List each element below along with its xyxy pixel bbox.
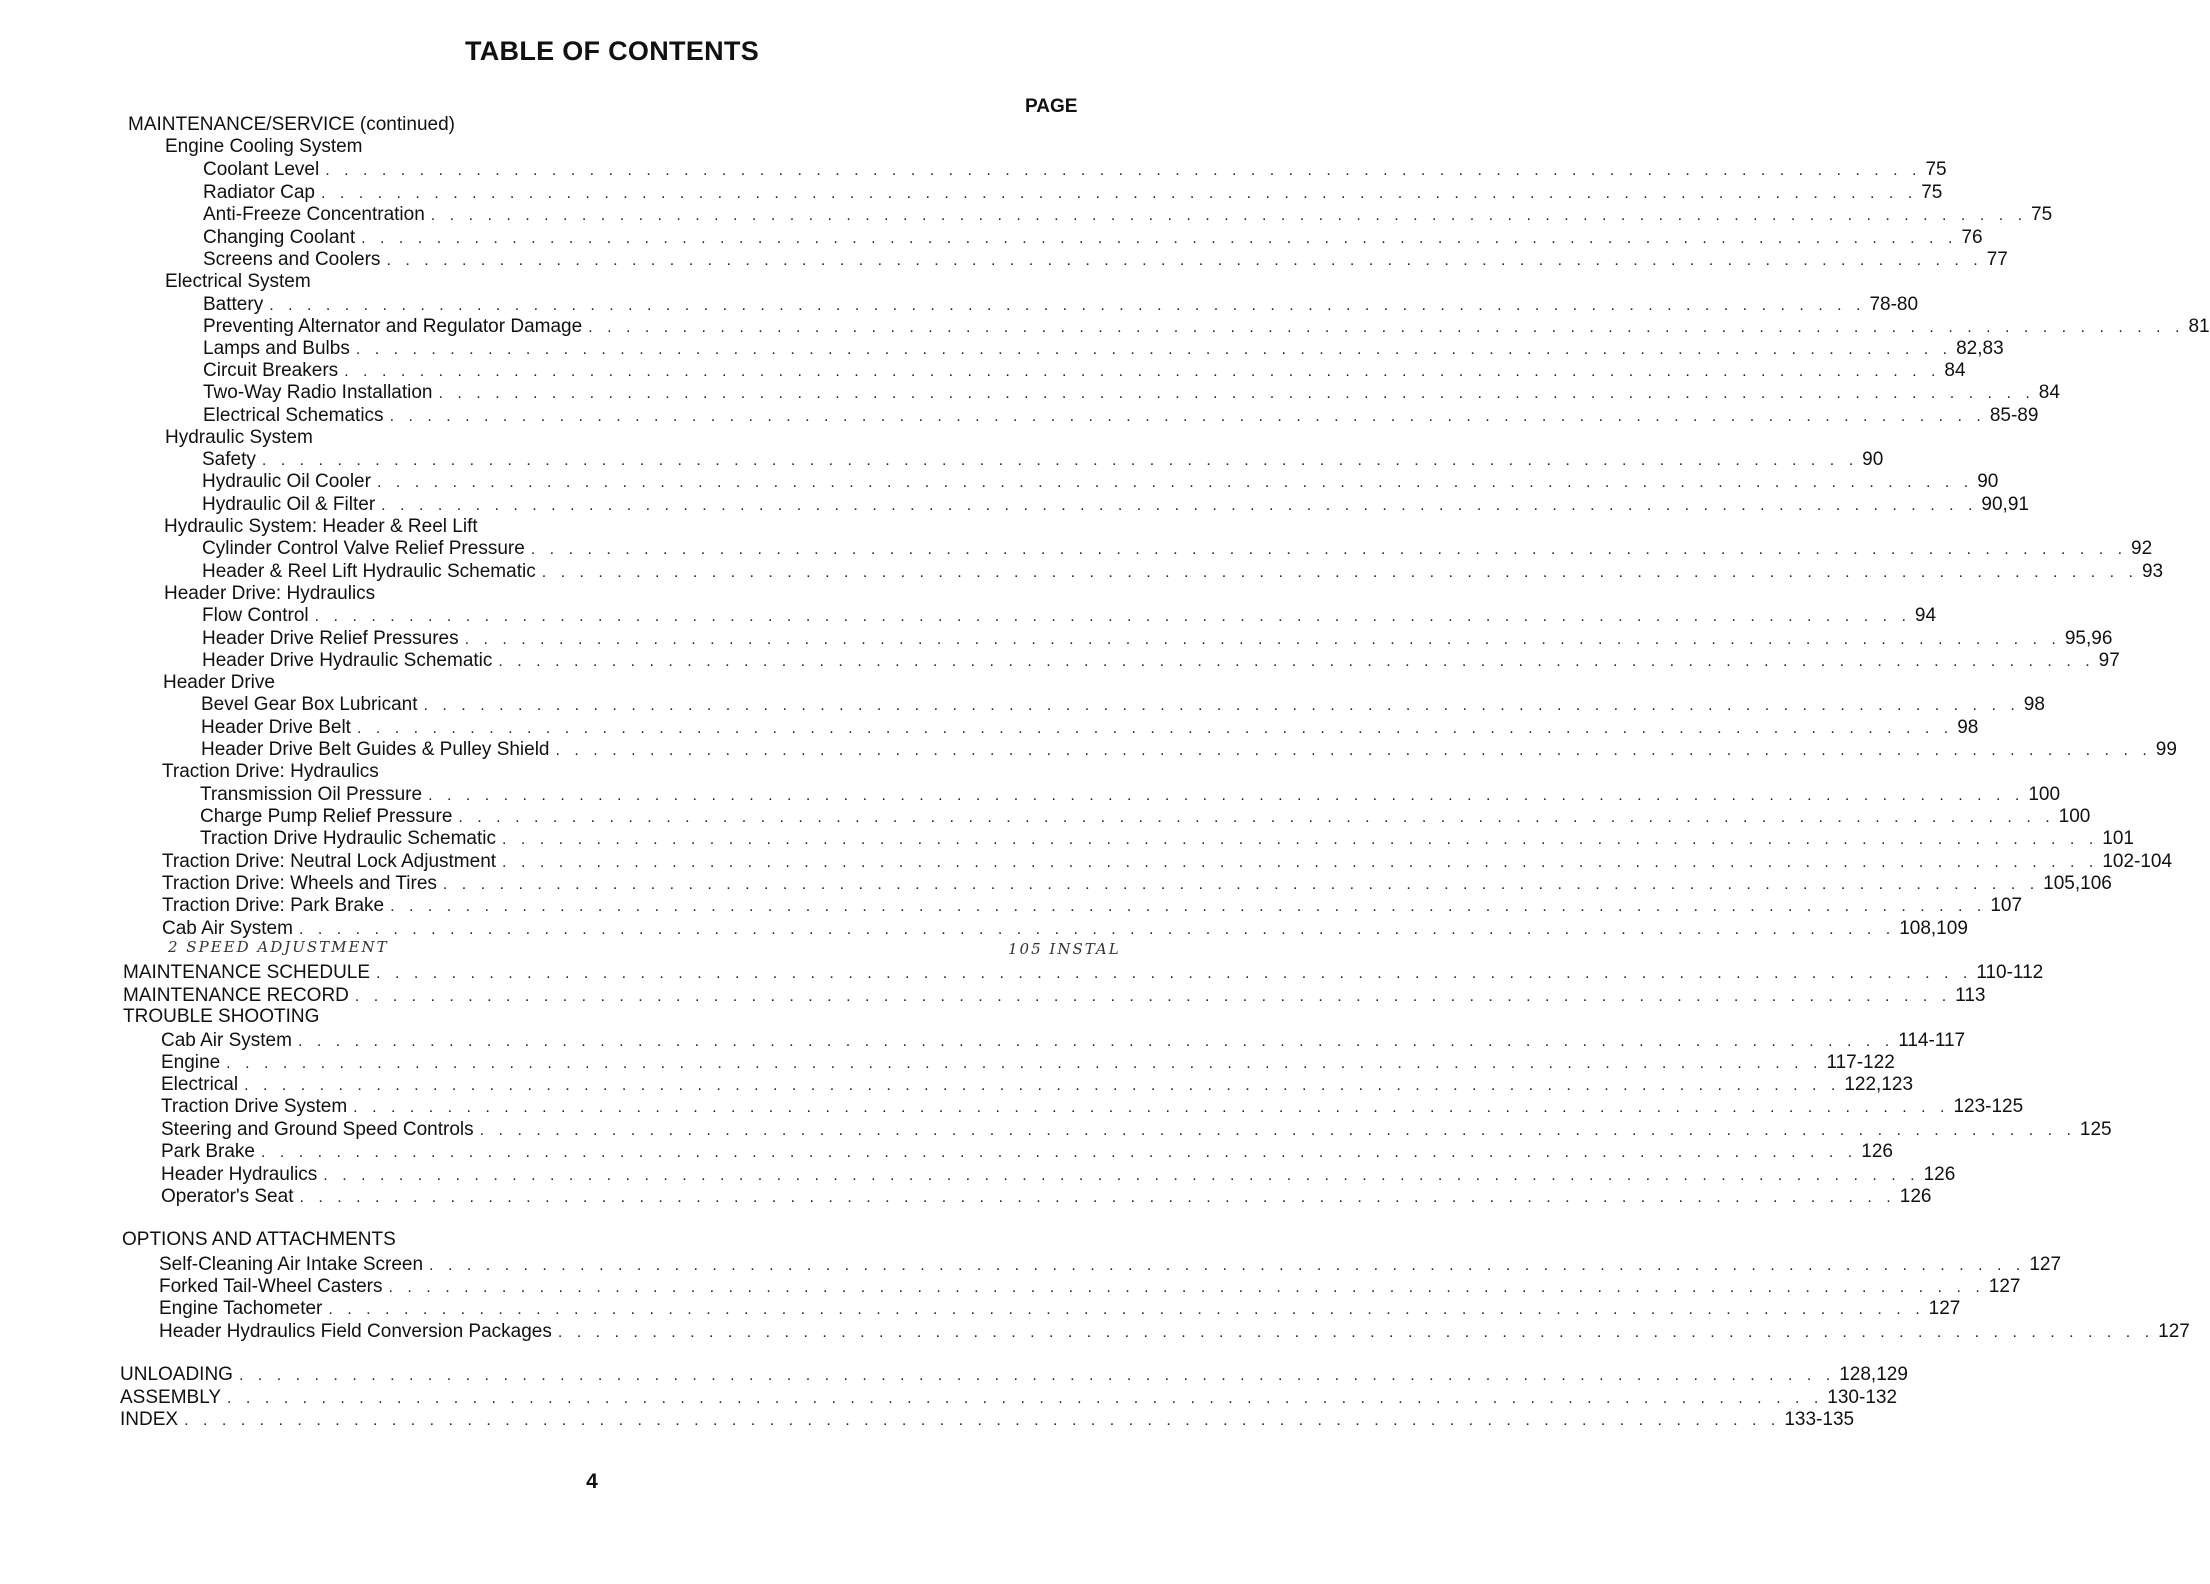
- toc-entry[interactable]: [123, 985, 1986, 1008]
- subsection-heading: Hydraulic System: [165, 427, 313, 448]
- toc-entry[interactable]: [202, 628, 2113, 651]
- toc-entry[interactable]: [161, 1164, 1956, 1187]
- entry-page: 82,83: [1956, 338, 2004, 359]
- section-heading: MAINTENANCE/SERVICE (continued): [128, 114, 455, 135]
- entry-title: Lamps and Bulbs: [203, 338, 350, 359]
- entry-page: 75: [2031, 204, 2053, 225]
- toc-entry[interactable]: [202, 538, 2153, 561]
- entry-title: Hydraulic Oil & Filter: [202, 494, 376, 515]
- entry-page: 94: [1914, 605, 1937, 626]
- entry-title: Traction Drive: Park Brake: [162, 895, 385, 916]
- entry-title: Hydraulic Oil Cooler: [202, 471, 371, 492]
- entry-title: Header Drive Relief Pressures: [202, 628, 459, 649]
- toc-entry[interactable]: [161, 1096, 2024, 1119]
- toc-entry[interactable]: [120, 1387, 1898, 1410]
- leader-dots: . . . . . . . . . . . . . . . . . . . . . . . . . . . . . . . . . . . . . . . . . . . . . . . . . . . . . . . . . . . . . . . . . . . . . . . . . . . . . . . . . . . . .: [320, 185, 1918, 202]
- leader-dots: . . . . . . . . . . . . . . . . . . . . . . . . . . . . . . . . . . . . . . . . . . . . . . . . . . . . . . . . . . . . . . . . . . . . . . . . . . . . . . . . . . . . .: [297, 1033, 1895, 1050]
- entry-page: 97: [2098, 650, 2120, 671]
- leader-dots: . . . . . . . . . . . . . . . . . . . . . . . . . . . . . . . . . . . . . . . . . . . . . . . . . . . . . . . . . . . . . . . . . . . . . . . . . . . . . . . . . . . . .: [260, 1144, 1858, 1161]
- entry-title: Header Drive Hydraulic Schematic: [202, 650, 493, 671]
- entry-title: Forked Tail-Wheel Casters: [159, 1276, 383, 1297]
- toc-entry[interactable]: [161, 1119, 2112, 1142]
- section-heading: OPTIONS AND ATTACHMENTS: [122, 1229, 396, 1250]
- subsection-heading: Traction Drive: Hydraulics: [162, 761, 379, 782]
- page-title: TABLE OF CONTENTS: [464, 36, 760, 66]
- toc-entry[interactable]: [202, 605, 1937, 628]
- leader-dots: . . . . . . . . . . . . . . . . . . . . . . . . . . . . . . . . . . . . . . . . . . . . . . . . . . . . . . . . . . . . . . . . . . . . . . . . . . . . . . . . . . . . .: [388, 1279, 1985, 1296]
- entry-title: Traction Drive: Neutral Lock Adjustment: [162, 851, 497, 872]
- leader-dots: . . . . . . . . . . . . . . . . . . . . . . . . . . . . . . . . . . . . . . . . . . . . . . . . . . . . . . . . . . . . . . . . . . . . . . . . . . . . . . . . . . . . .: [555, 742, 2152, 759]
- leader-dots: . . . . . . . . . . . . . . . . . . . . . . . . . . . . . . . . . . . . . . . . . . . . . . . . . . . . . . . . . . . . . . . . . . . . . . . . . . . . . . . . . . . . .: [458, 809, 2055, 826]
- entry-title: MAINTENANCE SCHEDULE: [123, 962, 371, 983]
- toc-entry[interactable]: [202, 494, 2029, 517]
- toc-entry[interactable]: [203, 316, 2210, 339]
- leader-dots: . . . . . . . . . . . . . . . . . . . . . . . . . . . . . . . . . . . . . . . . . . . . . . . . . . . . . . . . . . . . . . . . . . . . . . . . . . . . . . . . . . . . .: [386, 252, 1983, 269]
- entry-page: 78-80: [1869, 294, 1919, 315]
- entry-page: 127: [1988, 1276, 2021, 1297]
- toc-entry[interactable]: [200, 784, 2061, 807]
- leader-dots: . . . . . . . . . . . . . . . . . . . . . . . . . . . . . . . . . . . . . . . . . . . . . . . . . . . . . . . . . . . . . . . . . . . . . . . . . . . . . . . . . . . . .: [464, 631, 2061, 648]
- leader-dots: . . . . . . . . . . . . . . . . . . . . . . . . . . . . . . . . . . . . . . . . . . . . . . . . . . . . . . . . . . . . . . . . . . . . . . . . . . . . . . . . . . . . .: [381, 497, 1978, 514]
- entry-page: 128,129: [1839, 1364, 1908, 1385]
- entry-page: 110-112: [1976, 962, 2044, 983]
- entry-page: 76: [1961, 227, 1983, 248]
- entry-title: Traction Drive System: [161, 1096, 348, 1117]
- toc-entry[interactable]: [203, 405, 2039, 428]
- leader-dots: . . . . . . . . . . . . . . . . . . . . . . . . . . . . . . . . . . . . . . . . . . . . . . . . . . . . . . . . . . . . . . . . . . . . . . . . . . . . . . . . . . . . .: [502, 831, 2099, 848]
- leader-dots: . . . . . . . . . . . . . . . . . . . . . . . . . . . . . . . . . . . . . . . . . . . . . . . . . . . . . . . . . . . . . . . . . . . . . . . . . . . . . . . . . . . . .: [390, 898, 1987, 915]
- toc-entry[interactable]: [203, 382, 2060, 405]
- entry-page: 84: [2038, 382, 2060, 403]
- entry-page: 126: [1899, 1186, 1932, 1207]
- entry-title: Anti-Freeze Concentration: [203, 204, 425, 225]
- leader-dots: . . . . . . . . . . . . . . . . . . . . . . . . . . . . . . . . . . . . . . . . . . . . . . . . . . . . . . . . . . . . . . . . . . . . . . . . . . . . . . . . . . . . .: [557, 1324, 2155, 1341]
- entry-page: 126: [1861, 1141, 1893, 1162]
- entry-title: Coolant Level: [203, 159, 320, 180]
- entry-page: 122,123: [1844, 1074, 1914, 1095]
- toc-entry[interactable]: [161, 1052, 1895, 1075]
- leader-dots: . . . . . . . . . . . . . . . . . . . . . . . . . . . . . . . . . . . . . . . . . . . . . . . . . . . . . . . . . . . . . . . . . . . . . . . . . . . . . . . . . . . . .: [423, 697, 2020, 714]
- page-column-header: PAGE: [1025, 96, 1078, 117]
- entry-page: 92: [2131, 538, 2153, 559]
- leader-dots: . . . . . . . . . . . . . . . . . . . . . . . . . . . . . . . . . . . . . . . . . . . . . . . . . . . . . . . . . . . . . . . . . . . . . . . . . . . . . . . . . . . . .: [588, 319, 2185, 336]
- entry-page: 105,106: [2043, 873, 2112, 894]
- toc-entry[interactable]: [203, 227, 1983, 250]
- leader-dots: . . . . . . . . . . . . . . . . . . . . . . . . . . . . . . . . . . . . . . . . . . . . . . . . . . . . . . . . . . . . . . . . . . . . . . . . . . . . . . . . . . . . .: [355, 341, 1953, 358]
- toc-entry[interactable]: [201, 717, 1979, 740]
- entry-title: Changing Coolant: [203, 227, 356, 248]
- leader-dots: . . . . . . . . . . . . . . . . . . . . . . . . . . . . . . . . . . . . . . . . . . . . . . . . . . . . . . . . . . . . . . . . . . . . . . . . . . . . . . . . . . . . .: [361, 230, 1958, 247]
- toc-entry[interactable]: [120, 1364, 1908, 1387]
- entry-page: 126: [1923, 1164, 1956, 1185]
- entry-title: Cylinder Control Valve Relief Pressure: [202, 538, 525, 559]
- entry-title: Engine: [161, 1052, 221, 1073]
- toc-entry[interactable]: [159, 1321, 2190, 1344]
- toc-entry[interactable]: [161, 1074, 1914, 1097]
- entry-page: 113: [1955, 985, 1986, 1006]
- leader-dots: . . . . . . . . . . . . . . . . . . . . . . . . . . . . . . . . . . . . . . . . . . . . . . . . . . . . . . . . . . . . . . . . . . . . . . . . . . . . . . . . . . . . .: [325, 162, 1922, 179]
- leader-dots: . . . . . . . . . . . . . . . . . . . . . . . . . . . . . . . . . . . . . . . . . . . . . . . . . . . . . . . . . . . . . . . . . . . . . . . . . . . . . . . . . . . . .: [226, 1055, 1823, 1072]
- toc-entry[interactable]: [202, 561, 2164, 584]
- entry-page: 93: [2141, 561, 2164, 582]
- toc-entry[interactable]: [203, 294, 1919, 317]
- handwritten-note: 105 INSTAL: [1008, 940, 1121, 958]
- entry-title: Charge Pump Relief Pressure: [200, 806, 453, 827]
- leader-dots: . . . . . . . . . . . . . . . . . . . . . . . . . . . . . . . . . . . . . . . . . . . . . . . . . . . . . . . . . . . . . . . . . . . . . . . . . . . . . . . . . . . . .: [530, 541, 2128, 558]
- entry-title: Bevel Gear Box Lubricant: [201, 694, 418, 715]
- entry-page: 123-125: [1953, 1096, 2024, 1117]
- entry-page: 127: [2158, 1321, 2190, 1342]
- leader-dots: . . . . . . . . . . . . . . . . . . . . . . . . . . . . . . . . . . . . . . . . . . . . . . . . . . . . . . . . . . . . . . . . . . . . . . . . . . . . . . . . . . . . .: [376, 965, 1973, 982]
- entry-title: Header Hydraulics Field Conversion Packages: [159, 1321, 552, 1342]
- toc-entry[interactable]: [203, 204, 2053, 227]
- entry-page: 90: [1862, 449, 1884, 470]
- toc-entry[interactable]: [201, 694, 2045, 717]
- section-heading: TROUBLE SHOOTING: [123, 1006, 320, 1027]
- leader-dots: . . . . . . . . . . . . . . . . . . . . . . . . . . . . . . . . . . . . . . . . . . . . . . . . . . . . . . . . . . . . . . . . . . . . . . . . . . . . . . . . . . . . .: [298, 921, 1896, 938]
- leader-dots: . . . . . . . . . . . . . . . . . . . . . . . . . . . . . . . . . . . . . . . . . . . . . . . . . . . . . . . . . . . . . . . . . . . . . . . . . . . . . . . . . . . . .: [438, 385, 2035, 402]
- entry-title: Header Hydraulics: [161, 1164, 318, 1185]
- entry-title: Circuit Breakers: [203, 360, 339, 381]
- entry-title: Header Drive Belt Guides & Pulley Shield: [201, 739, 550, 760]
- toc-entry[interactable]: [161, 1186, 1932, 1209]
- entry-title: Flow Control: [202, 605, 309, 626]
- entry-page: 95,96: [2064, 628, 2113, 649]
- leader-dots: . . . . . . . . . . . . . . . . . . . . . . . . . . . . . . . . . . . . . . . . . . . . . . . . . . . . . . . . . . . . . . . . . . . . . . . . . . . . . . . . . . . . .: [261, 452, 1859, 469]
- toc-entry[interactable]: [162, 873, 2112, 896]
- subsection-heading: Header Drive: Hydraulics: [164, 583, 376, 604]
- subsection-heading: Hydraulic System: Header & Reel Lift: [164, 516, 478, 537]
- entry-title: MAINTENANCE RECORD: [123, 985, 349, 1006]
- leader-dots: . . . . . . . . . . . . . . . . . . . . . . . . . . . . . . . . . . . . . . . . . . . . . . . . . . . . . . . . . . . . . . . . . . . . . . . . . . . . . . . . . . . . .: [479, 1122, 2076, 1139]
- toc-entry[interactable]: [202, 449, 1884, 472]
- leader-dots: . . . . . . . . . . . . . . . . . . . . . . . . . . . . . . . . . . . . . . . . . . . . . . . . . . . . . . . . . . . . . . . . . . . . . . . . . . . . . . . . . . . . .: [299, 1189, 1896, 1206]
- toc-entry[interactable]: [120, 1409, 1855, 1432]
- entry-page: 100: [2058, 806, 2091, 827]
- toc-entry[interactable]: [161, 1141, 1893, 1164]
- entry-page: 99: [2155, 739, 2177, 760]
- handwritten-note: 2 SPEED ADJUSTMENT: [168, 938, 389, 956]
- leader-dots: . . . . . . . . . . . . . . . . . . . . . . . . . . . . . . . . . . . . . . . . . . . . . . . . . . . . . . . . . . . . . . . . . . . . . . . . . . . . . . . . . . . . .: [354, 988, 1952, 1005]
- entry-page: 127: [1928, 1298, 1961, 1319]
- entry-page: 75: [1921, 182, 1943, 203]
- entry-page: 125: [2079, 1119, 2112, 1140]
- toc-entry[interactable]: [159, 1254, 2062, 1277]
- entry-title: Header Drive Belt: [201, 717, 351, 738]
- entry-title: ASSEMBLY: [120, 1387, 222, 1408]
- leader-dots: . . . . . . . . . . . . . . . . . . . . . . . . . . . . . . . . . . . . . . . . . . . . . . . . . . . . . . . . . . . . . . . . . . . . . . . . . . . . . . . . . . . . .: [498, 653, 2095, 670]
- entry-page: 117-122: [1826, 1052, 1895, 1073]
- toc-entry[interactable]: [203, 360, 1966, 383]
- entry-title: Traction Drive Hydraulic Schematic: [200, 828, 496, 849]
- entry-page: 107: [1990, 895, 2023, 916]
- toc-entry[interactable]: [162, 895, 2023, 918]
- leader-dots: . . . . . . . . . . . . . . . . . . . . . . . . . . . . . . . . . . . . . . . . . . . . . . . . . . . . . . . . . . . . . . . . . . . . . . . . . . . . . . . . . . . . .: [323, 1167, 1920, 1184]
- entry-page: 100: [2028, 784, 2061, 805]
- leader-dots: . . . . . . . . . . . . . . . . . . . . . . . . . . . . . . . . . . . . . . . . . . . . . . . . . . . . . . . . . . . . . . . . . . . . . . . . . . . . . . . . . . . . .: [389, 408, 1986, 425]
- toc-entry[interactable]: [202, 471, 1999, 494]
- toc-entry[interactable]: [159, 1298, 1961, 1321]
- toc-entry[interactable]: [203, 338, 2004, 361]
- entry-page: 133-135: [1784, 1409, 1855, 1430]
- leader-dots: . . . . . . . . . . . . . . . . . . . . . . . . . . . . . . . . . . . . . . . . . . . . . . . . . . . . . . . . . . . . . . . . . . . . . . . . . . . . . . . . . . . . .: [353, 1099, 1950, 1116]
- entry-title: Radiator Cap: [203, 182, 315, 203]
- entry-page: 127: [2029, 1254, 2062, 1275]
- entry-page: 98: [2023, 694, 2045, 715]
- leader-dots: . . . . . . . . . . . . . . . . . . . . . . . . . . . . . . . . . . . . . . . . . . . . . . . . . . . . . . . . . . . . . . . . . . . . . . . . . . . . . . . . . . . . .: [184, 1412, 1781, 1429]
- toc-entry[interactable]: [203, 159, 1947, 182]
- leader-dots: . . . . . . . . . . . . . . . . . . . . . . . . . . . . . . . . . . . . . . . . . . . . . . . . . . . . . . . . . . . . . . . . . . . . . . . . . . . . . . . . . . . . .: [344, 363, 1941, 380]
- toc-entry[interactable]: [123, 962, 2044, 985]
- entry-page: 130-132: [1827, 1387, 1898, 1408]
- leader-dots: . . . . . . . . . . . . . . . . . . . . . . . . . . . . . . . . . . . . . . . . . . . . . . . . . . . . . . . . . . . . . . . . . . . . . . . . . . . . . . . . . . . . .: [428, 787, 2025, 804]
- entry-title: Two-Way Radio Installation: [203, 382, 433, 403]
- leader-dots: . . . . . . . . . . . . . . . . . . . . . . . . . . . . . . . . . . . . . . . . . . . . . . . . . . . . . . . . . . . . . . . . . . . . . . . . . . . . . . . . . . . . .: [328, 1301, 1925, 1318]
- leader-dots: . . . . . . . . . . . . . . . . . . . . . . . . . . . . . . . . . . . . . . . . . . . . . . . . . . . . . . . . . . . . . . . . . . . . . . . . . . . . . . . . . . . . .: [244, 1077, 1841, 1094]
- leader-dots: . . . . . . . . . . . . . . . . . . . . . . . . . . . . . . . . . . . . . . . . . . . . . . . . . . . . . . . . . . . . . . . . . . . . . . . . . . . . . . . . . . . . .: [442, 876, 2040, 893]
- entry-page: 98: [1957, 717, 1979, 738]
- entry-page: 101: [2102, 828, 2134, 849]
- entry-page: 90,91: [1981, 494, 2029, 515]
- entry-title: UNLOADING: [120, 1364, 233, 1385]
- leader-dots: . . . . . . . . . . . . . . . . . . . . . . . . . . . . . . . . . . . . . . . . . . . . . . . . . . . . . . . . . . . . . . . . . . . . . . . . . . . . . . . . . . . . .: [238, 1367, 1836, 1384]
- toc-entry[interactable]: [203, 249, 2008, 272]
- entry-title: Cab Air System: [162, 918, 293, 939]
- leader-dots: . . . . . . . . . . . . . . . . . . . . . . . . . . . . . . . . . . . . . . . . . . . . . . . . . . . . . . . . . . . . . . . . . . . . . . . . . . . . . . . . . . . . .: [376, 474, 1974, 491]
- entry-title: Screens and Coolers: [203, 249, 381, 270]
- entry-title: Traction Drive: Wheels and Tires: [162, 873, 437, 894]
- toc-entry[interactable]: [200, 806, 2091, 829]
- leader-dots: . . . . . . . . . . . . . . . . . . . . . . . . . . . . . . . . . . . . . . . . . . . . . . . . . . . . . . . . . . . . . . . . . . . . . . . . . . . . . . . . . . . . .: [502, 854, 2099, 871]
- toc-entry[interactable]: [159, 1276, 2021, 1299]
- entry-page: 77: [1986, 249, 2008, 270]
- leader-dots: . . . . . . . . . . . . . . . . . . . . . . . . . . . . . . . . . . . . . . . . . . . . . . . . . . . . . . . . . . . . . . . . . . . . . . . . . . . . . . . . . . . . .: [429, 1257, 2026, 1274]
- entry-title: Engine Tachometer: [159, 1298, 323, 1319]
- leader-dots: . . . . . . . . . . . . . . . . . . . . . . . . . . . . . . . . . . . . . . . . . . . . . . . . . . . . . . . . . . . . . . . . . . . . . . . . . . . . . . . . . . . . .: [227, 1390, 1824, 1407]
- entry-title: Electrical: [161, 1074, 239, 1095]
- entry-title: Header & Reel Lift Hydraulic Schematic: [202, 561, 536, 582]
- entry-page: 81: [2188, 316, 2210, 337]
- entry-title: Operator's Seat: [161, 1186, 294, 1207]
- toc-entry[interactable]: [202, 650, 2120, 673]
- entry-page: 102-104: [2102, 851, 2173, 872]
- entry-title: Battery: [203, 294, 264, 315]
- entry-title: Electrical Schematics: [203, 405, 384, 426]
- entry-title: Steering and Ground Speed Controls: [161, 1119, 474, 1140]
- subsection-heading: Engine Cooling System: [165, 136, 363, 157]
- entry-title: Park Brake: [161, 1141, 255, 1162]
- entry-title: Cab Air System: [161, 1030, 292, 1051]
- toc-entry[interactable]: [201, 739, 2177, 762]
- entry-page: 75: [1925, 159, 1947, 180]
- entry-page: 114-117: [1898, 1030, 1966, 1051]
- entry-page: 84: [1944, 360, 1966, 381]
- toc-entry[interactable]: [162, 851, 2173, 874]
- entry-page: 90: [1977, 471, 1999, 492]
- leader-dots: . . . . . . . . . . . . . . . . . . . . . . . . . . . . . . . . . . . . . . . . . . . . . . . . . . . . . . . . . . . . . . . . . . . . . . . . . . . . . . . . . . . . .: [269, 297, 1866, 314]
- leader-dots: . . . . . . . . . . . . . . . . . . . . . . . . . . . . . . . . . . . . . . . . . . . . . . . . . . . . . . . . . . . . . . . . . . . . . . . . . . . . . . . . . . . . .: [541, 564, 2138, 581]
- subsection-heading: Electrical System: [165, 271, 311, 292]
- toc-entry[interactable]: [200, 828, 2134, 851]
- toc-entry[interactable]: [161, 1030, 1966, 1053]
- entry-title: Safety: [202, 449, 256, 470]
- entry-page: 85-89: [1989, 405, 2039, 426]
- entry-title: INDEX: [120, 1409, 179, 1430]
- toc-entry[interactable]: [203, 182, 1943, 205]
- subsection-heading: Header Drive: [163, 672, 275, 693]
- leader-dots: . . . . . . . . . . . . . . . . . . . . . . . . . . . . . . . . . . . . . . . . . . . . . . . . . . . . . . . . . . . . . . . . . . . . . . . . . . . . . . . . . . . . .: [356, 720, 1954, 737]
- leader-dots: . . . . . . . . . . . . . . . . . . . . . . . . . . . . . . . . . . . . . . . . . . . . . . . . . . . . . . . . . . . . . . . . . . . . . . . . . . . . . . . . . . . . .: [430, 207, 2028, 224]
- page-number: 4: [586, 1470, 598, 1493]
- entry-title: Self-Cleaning Air Intake Screen: [159, 1254, 424, 1275]
- entry-title: Preventing Alternator and Regulator Damage: [203, 316, 583, 337]
- entry-title: Transmission Oil Pressure: [200, 784, 423, 805]
- leader-dots: . . . . . . . . . . . . . . . . . . . . . . . . . . . . . . . . . . . . . . . . . . . . . . . . . . . . . . . . . . . . . . . . . . . . . . . . . . . . . . . . . . . . .: [314, 608, 1911, 625]
- entry-page: 108,109: [1899, 918, 1968, 939]
